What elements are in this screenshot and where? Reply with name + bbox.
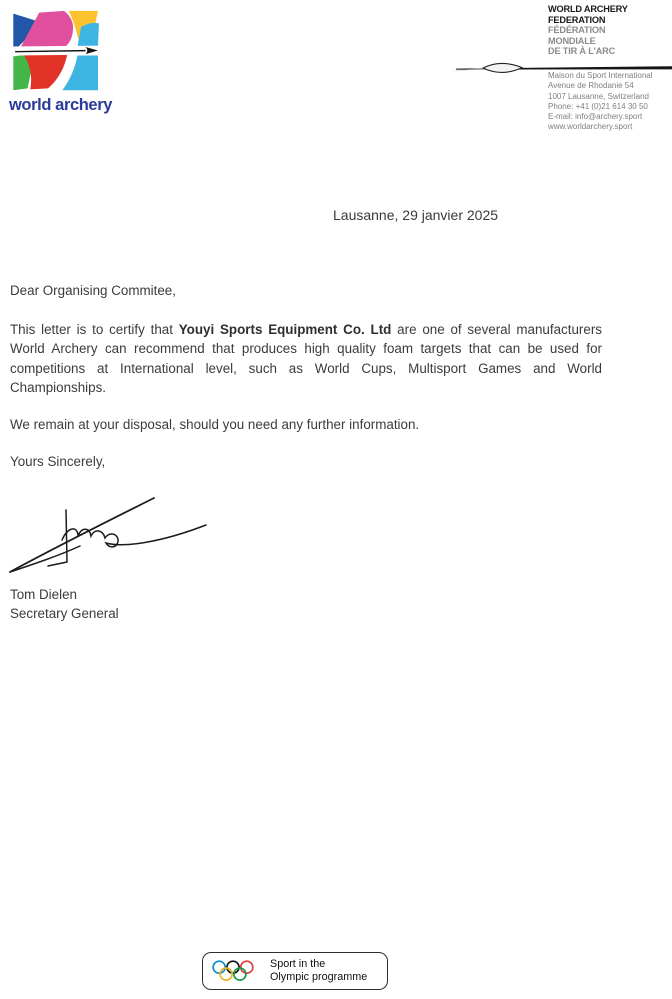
- body-paragraph-2: We remain at your disposal, should you need any further information.: [10, 417, 420, 432]
- address-line-1: Maison du Sport International: [548, 71, 653, 80]
- address-line-2: Avenue de Rhodanie 54: [548, 81, 634, 91]
- ring-red: [241, 961, 253, 973]
- signer-block: [10, 585, 119, 623]
- signature-stroke-long: [10, 498, 154, 572]
- org-name-fr-line3: DE TIR À L'ARC: [548, 46, 616, 57]
- address-line-4: Phone: +41 (0)21 614 30 50: [548, 101, 648, 111]
- signature-image: [6, 486, 211, 578]
- signer-name: Tom Dielen: [10, 587, 77, 602]
- ring-green: [234, 968, 246, 980]
- body-paragraph-1: [10, 320, 602, 397]
- signature-stroke-loops: [62, 525, 206, 547]
- olympic-programme-label: [270, 958, 367, 984]
- company-name: Youyi Sports Equipment Co. Ltd: [178, 322, 392, 337]
- logo-wordmark: world archery: [9, 96, 113, 114]
- signer-title: Secretary General: [10, 606, 119, 621]
- ring-blue: [213, 961, 225, 973]
- body-paragraph-1-rest: are one of several manufacturers World Archery can recommend that produces high quality foam targets that can be used for competitions at International level, such as World Cups, Multisport Games and World Championships.: [10, 322, 602, 395]
- date-line: Lausanne, 29 janvier 2025: [333, 207, 499, 223]
- address-line-6: www.worldarchery.sport: [548, 122, 633, 132]
- closing-line: Yours Sincerely,: [10, 454, 106, 469]
- olympic-label-line2: Olympic programme: [270, 971, 368, 983]
- address-line-3: 1007 Lausanne, Switzerland: [548, 91, 649, 101]
- logo-cyan-bottom-segment: [62, 55, 98, 90]
- salutation: Dear Organising Commitee,: [10, 283, 176, 298]
- body-paragraph-1-intro: This letter is to certify that: [10, 322, 173, 337]
- address-block: [548, 71, 653, 133]
- world-archery-logo-icon: [12, 10, 102, 92]
- world-archery-logo: [9, 10, 122, 114]
- org-name-block: [548, 5, 628, 58]
- olympic-label-line1: Sport in the: [270, 958, 326, 970]
- address-line-5: E-mail: info@archery.sport: [548, 112, 643, 122]
- ring-black: [227, 961, 239, 973]
- olympic-rings-icon: [211, 958, 261, 985]
- ring-yellow: [220, 968, 232, 980]
- org-name-fr-line2: MONDIALE: [548, 35, 596, 47]
- org-name-fr-line1: FÉDÉRATION: [548, 25, 606, 36]
- olympic-programme-badge: [202, 952, 388, 990]
- org-name-en-line1: WORLD ARCHERY: [548, 4, 628, 15]
- org-name-en-line2: FEDERATION: [548, 14, 606, 26]
- arrow-fletching: [483, 63, 522, 72]
- signature-stroke-lower: [10, 546, 80, 572]
